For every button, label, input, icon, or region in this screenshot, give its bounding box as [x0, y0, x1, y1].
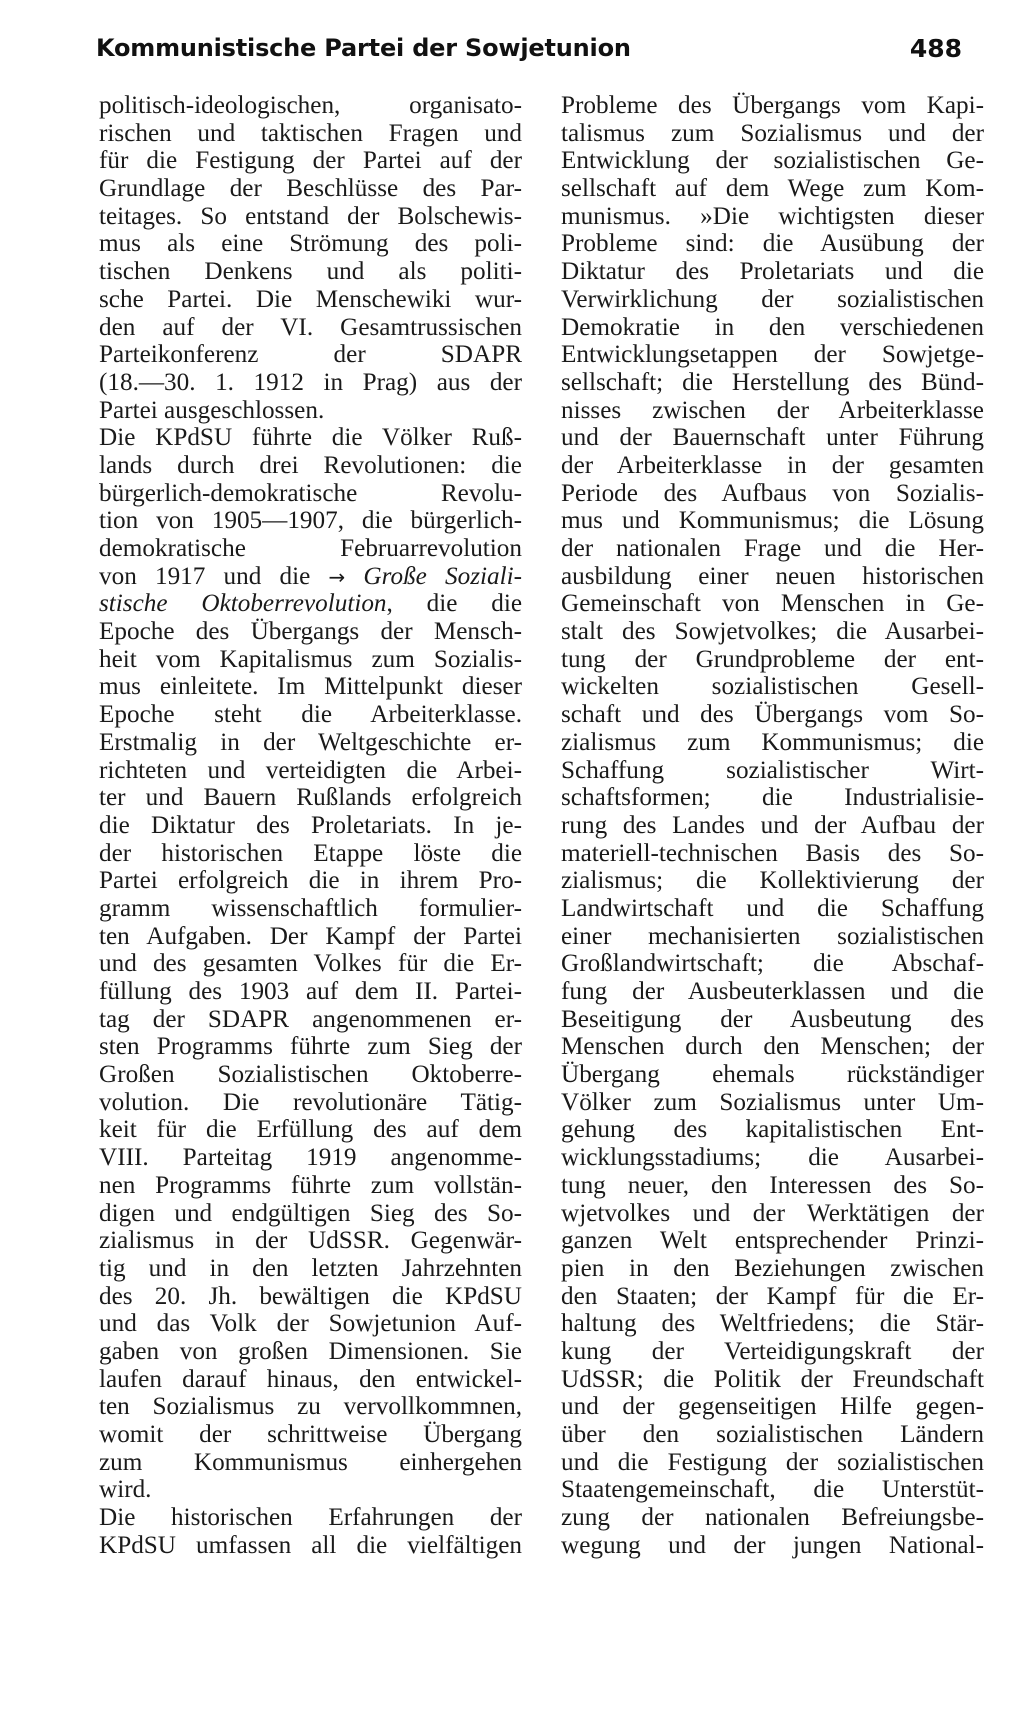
text-line: mus und Kommunismus; die Lösung [561, 507, 984, 535]
text-line: Schaffung sozialistischer Wirt- [561, 756, 984, 784]
text-line: zialismus in der UdSSR. Gegenwär- [99, 1227, 522, 1255]
text-line: Beseitigung der Ausbeutung des [561, 1005, 984, 1033]
text-line: und der Bauernschaft unter Führung [561, 424, 984, 452]
text-line: Demokratie in den verschiedenen [561, 313, 984, 341]
text-line: (18.—30. 1. 1912 in Prag) aus der [99, 368, 522, 396]
text-line: ter und Bauern Rußlands erfolgreich [99, 784, 522, 812]
text-line: digen und endgültigen Sieg des So- [99, 1199, 522, 1227]
text-line: munismus. »Die wichtigsten dieser [561, 202, 984, 230]
text-line: gramm wissenschaftlich formulier- [99, 894, 522, 922]
text-line: gehung des kapitalistischen Ent- [561, 1116, 984, 1144]
text-line: laufen darauf hinaus, den entwickel- [99, 1365, 522, 1393]
text-line: Staatengemeinschaft, die Unterstüt- [561, 1476, 984, 1504]
text-line: tag der SDAPR angenommenen er- [99, 1005, 522, 1033]
text-line: bürgerlich-demokratische Revolu- [99, 479, 522, 507]
text-line: keit für die Erfüllung des auf dem [99, 1116, 522, 1144]
text-line: tig und in den letzten Jahrzehnten [99, 1254, 522, 1282]
text-line: und die Festigung der sozialistischen [561, 1448, 984, 1476]
text-line: wegung und der jungen National- [561, 1531, 984, 1559]
text-line: Gemeinschaft von Menschen in Ge- [561, 590, 984, 618]
cross-reference-link[interactable]: Große Soziali- [363, 562, 522, 590]
text-line: schaftsformen; die Industrialisie- [561, 784, 984, 812]
text-line: wird. [99, 1476, 152, 1504]
text-line: ganzen Welt entsprechender Prinzi- [561, 1227, 984, 1255]
text-line: Diktatur des Proletariats und die [561, 258, 984, 286]
text-line-cross-reference [99, 563, 522, 591]
text-line: sellschaft auf dem Wege zum Kom- [561, 175, 984, 203]
text-line: sellschaft; die Herstellung des Bünd- [561, 368, 984, 396]
text-line: mus einleitete. Im Mittelpunkt dieser [99, 673, 522, 701]
text-line: Übergang ehemals rückständiger [561, 1061, 984, 1089]
text-line: Epoche steht die Arbeiterklasse. [99, 701, 522, 729]
text-line: zialismus zum Kommunismus; die [561, 728, 984, 756]
text-line: ten Sozialismus zu vervollkommnen, [99, 1393, 522, 1421]
text-line: und der gegenseitigen Hilfe gegen- [561, 1393, 984, 1421]
text-line: materiell-technischen Basis des So- [561, 839, 984, 867]
text-line: Völker zum Sozialismus unter Um- [561, 1088, 984, 1116]
text-line: der historischen Etappe löste die [99, 839, 522, 867]
text-line: ten Aufgaben. Der Kampf der Partei [99, 922, 522, 950]
text-line: tung neuer, den Interessen des So- [561, 1171, 984, 1199]
text-line: tion von 1905—1907, die bürgerlich- [99, 507, 522, 535]
text-line: Periode des Aufbaus von Sozialis- [561, 479, 984, 507]
text-line: Epoche des Übergangs der Mensch- [99, 618, 522, 646]
text-line: fung der Ausbeuterklassen und die [561, 978, 984, 1005]
cross-reference-link[interactable]: stische Oktoberrevolution [99, 590, 387, 618]
text-line: rischen und taktischen Fragen und [99, 119, 522, 147]
text-line: Die historischen Erfahrungen der [99, 1504, 522, 1532]
text-line: Grundlage der Beschlüsse des Par- [99, 175, 522, 203]
text-line: rung des Landes und der Aufbau der [561, 811, 984, 839]
text-line: ausbildung einer neuen historischen [561, 562, 984, 590]
text-line: zung der nationalen Befreiungsbe- [561, 1504, 984, 1532]
text-line: zialismus; die Kollektivierung der [561, 867, 984, 895]
text-line: Probleme des Übergangs vom Kapi- [561, 92, 984, 119]
text-line: nen Programms führte zum vollstän- [99, 1171, 522, 1199]
text-line: Menschen durch den Menschen; der [561, 1033, 984, 1061]
text-line: wicklungsstadiums; die Ausarbei- [561, 1144, 984, 1172]
text-line: über den sozialistischen Ländern [561, 1421, 984, 1448]
text-line: Probleme sind: die Ausübung der [561, 230, 984, 258]
text-line: teitages. So entstand der Bolschewis- [99, 202, 522, 230]
text-line: volution. Die revolutionäre Tätig- [99, 1088, 522, 1116]
text-line: Entwicklung der sozialistischen Ge- [561, 147, 984, 175]
text-line: sten Programms führte zum Sieg der [99, 1033, 522, 1061]
text-line: KPdSU umfassen all die vielfältigen [99, 1531, 522, 1559]
text-line: nisses zwischen der Arbeiterklasse [561, 396, 984, 424]
page-header [96, 34, 962, 74]
text-line: Erstmalig in der Weltgeschichte er- [99, 728, 522, 756]
text-line: der nationalen Frage und die Her- [561, 535, 984, 562]
text-line: schaft und des Übergangs vom So- [561, 701, 984, 729]
text-line: wjetvolkes und der Werktätigen der [561, 1199, 984, 1227]
text-line: heit vom Kapitalismus zum Sozialis- [99, 645, 522, 673]
text-line: und das Volk der Sowjetunion Auf- [99, 1310, 522, 1338]
text-line: Die KPdSU führte die Völker Ruß- [99, 424, 522, 452]
text-line: Landwirtschaft und die Schaffung [561, 894, 984, 922]
text-line: Parteikonferenz der SDAPR [99, 341, 522, 369]
text-line: einer mechanisierten sozialistischen [561, 922, 984, 950]
text-line: demokratische Februarrevolution [99, 535, 522, 562]
text-line: der Arbeiterklasse in der gesamten [561, 451, 984, 479]
text-segment: , die die [386, 590, 522, 618]
text-line: talismus zum Sozialismus und der [561, 119, 984, 147]
text-line: politisch-ideologischen, organisato- [99, 92, 522, 119]
text-line-cross-reference [99, 590, 522, 618]
text-line: zum Kommunismus einhergehen [99, 1448, 522, 1476]
text-line: Partei erfolgreich die in ihrem Pro- [99, 867, 522, 895]
text-line: Großlandwirtschaft; die Abschaf- [561, 950, 984, 978]
text-line: tischen Denkens und als politi- [99, 258, 522, 286]
text-line: womit der schrittweise Übergang [99, 1421, 522, 1448]
page-number: 488 [909, 34, 962, 63]
cross-reference-arrow-icon: → [328, 564, 346, 589]
text-line: richteten und verteidigten die Arbei- [99, 756, 522, 784]
text-line: wickelten sozialistischen Gesell- [561, 673, 984, 701]
text-line: Großen Sozialistischen Oktoberre- [99, 1061, 522, 1089]
text-line: Entwicklungsetappen der Sowjetge- [561, 341, 984, 369]
text-line: Partei ausgeschlossen. [99, 396, 325, 424]
text-line: UdSSR; die Politik der Freundschaft [561, 1365, 984, 1393]
right-column [561, 92, 984, 1559]
text-line: lands durch drei Revolutionen: die [99, 451, 522, 479]
text-line: haltung des Weltfriedens; die Stär- [561, 1310, 984, 1338]
text-line: für die Festigung der Partei auf der [99, 147, 522, 175]
text-line: pien in den Beziehungen zwischen [561, 1254, 984, 1282]
text-line: füllung des 1903 auf dem II. Partei- [99, 978, 522, 1005]
text-line: stalt des Sowjetvolkes; die Ausarbei- [561, 618, 984, 646]
text-line: den Staaten; der Kampf für die Er- [561, 1282, 984, 1310]
text-segment: von 1917 und die [99, 562, 311, 590]
text-line: Verwirklichung der sozialistischen [561, 285, 984, 313]
text-line: mus als eine Strömung des poli- [99, 230, 522, 258]
text-line: die Diktatur des Proletariats. In je- [99, 811, 522, 839]
text-line: kung der Verteidigungskraft der [561, 1337, 984, 1365]
text-line: gaben von großen Dimensionen. Sie [99, 1337, 522, 1365]
running-head: Kommunistische Partei der Sowjetunion [96, 34, 631, 62]
text-line: tung der Grundprobleme der ent- [561, 645, 984, 673]
text-line: und des gesamten Volkes für die Er- [99, 950, 522, 978]
text-line: VIII. Parteitag 1919 angenomme- [99, 1144, 522, 1172]
text-line: den auf der VI. Gesamtrussischen [99, 313, 522, 341]
text-line: sche Partei. Die Menschewiki wur- [99, 285, 522, 313]
left-column [99, 92, 522, 1559]
text-line: des 20. Jh. bewältigen die KPdSU [99, 1282, 522, 1310]
